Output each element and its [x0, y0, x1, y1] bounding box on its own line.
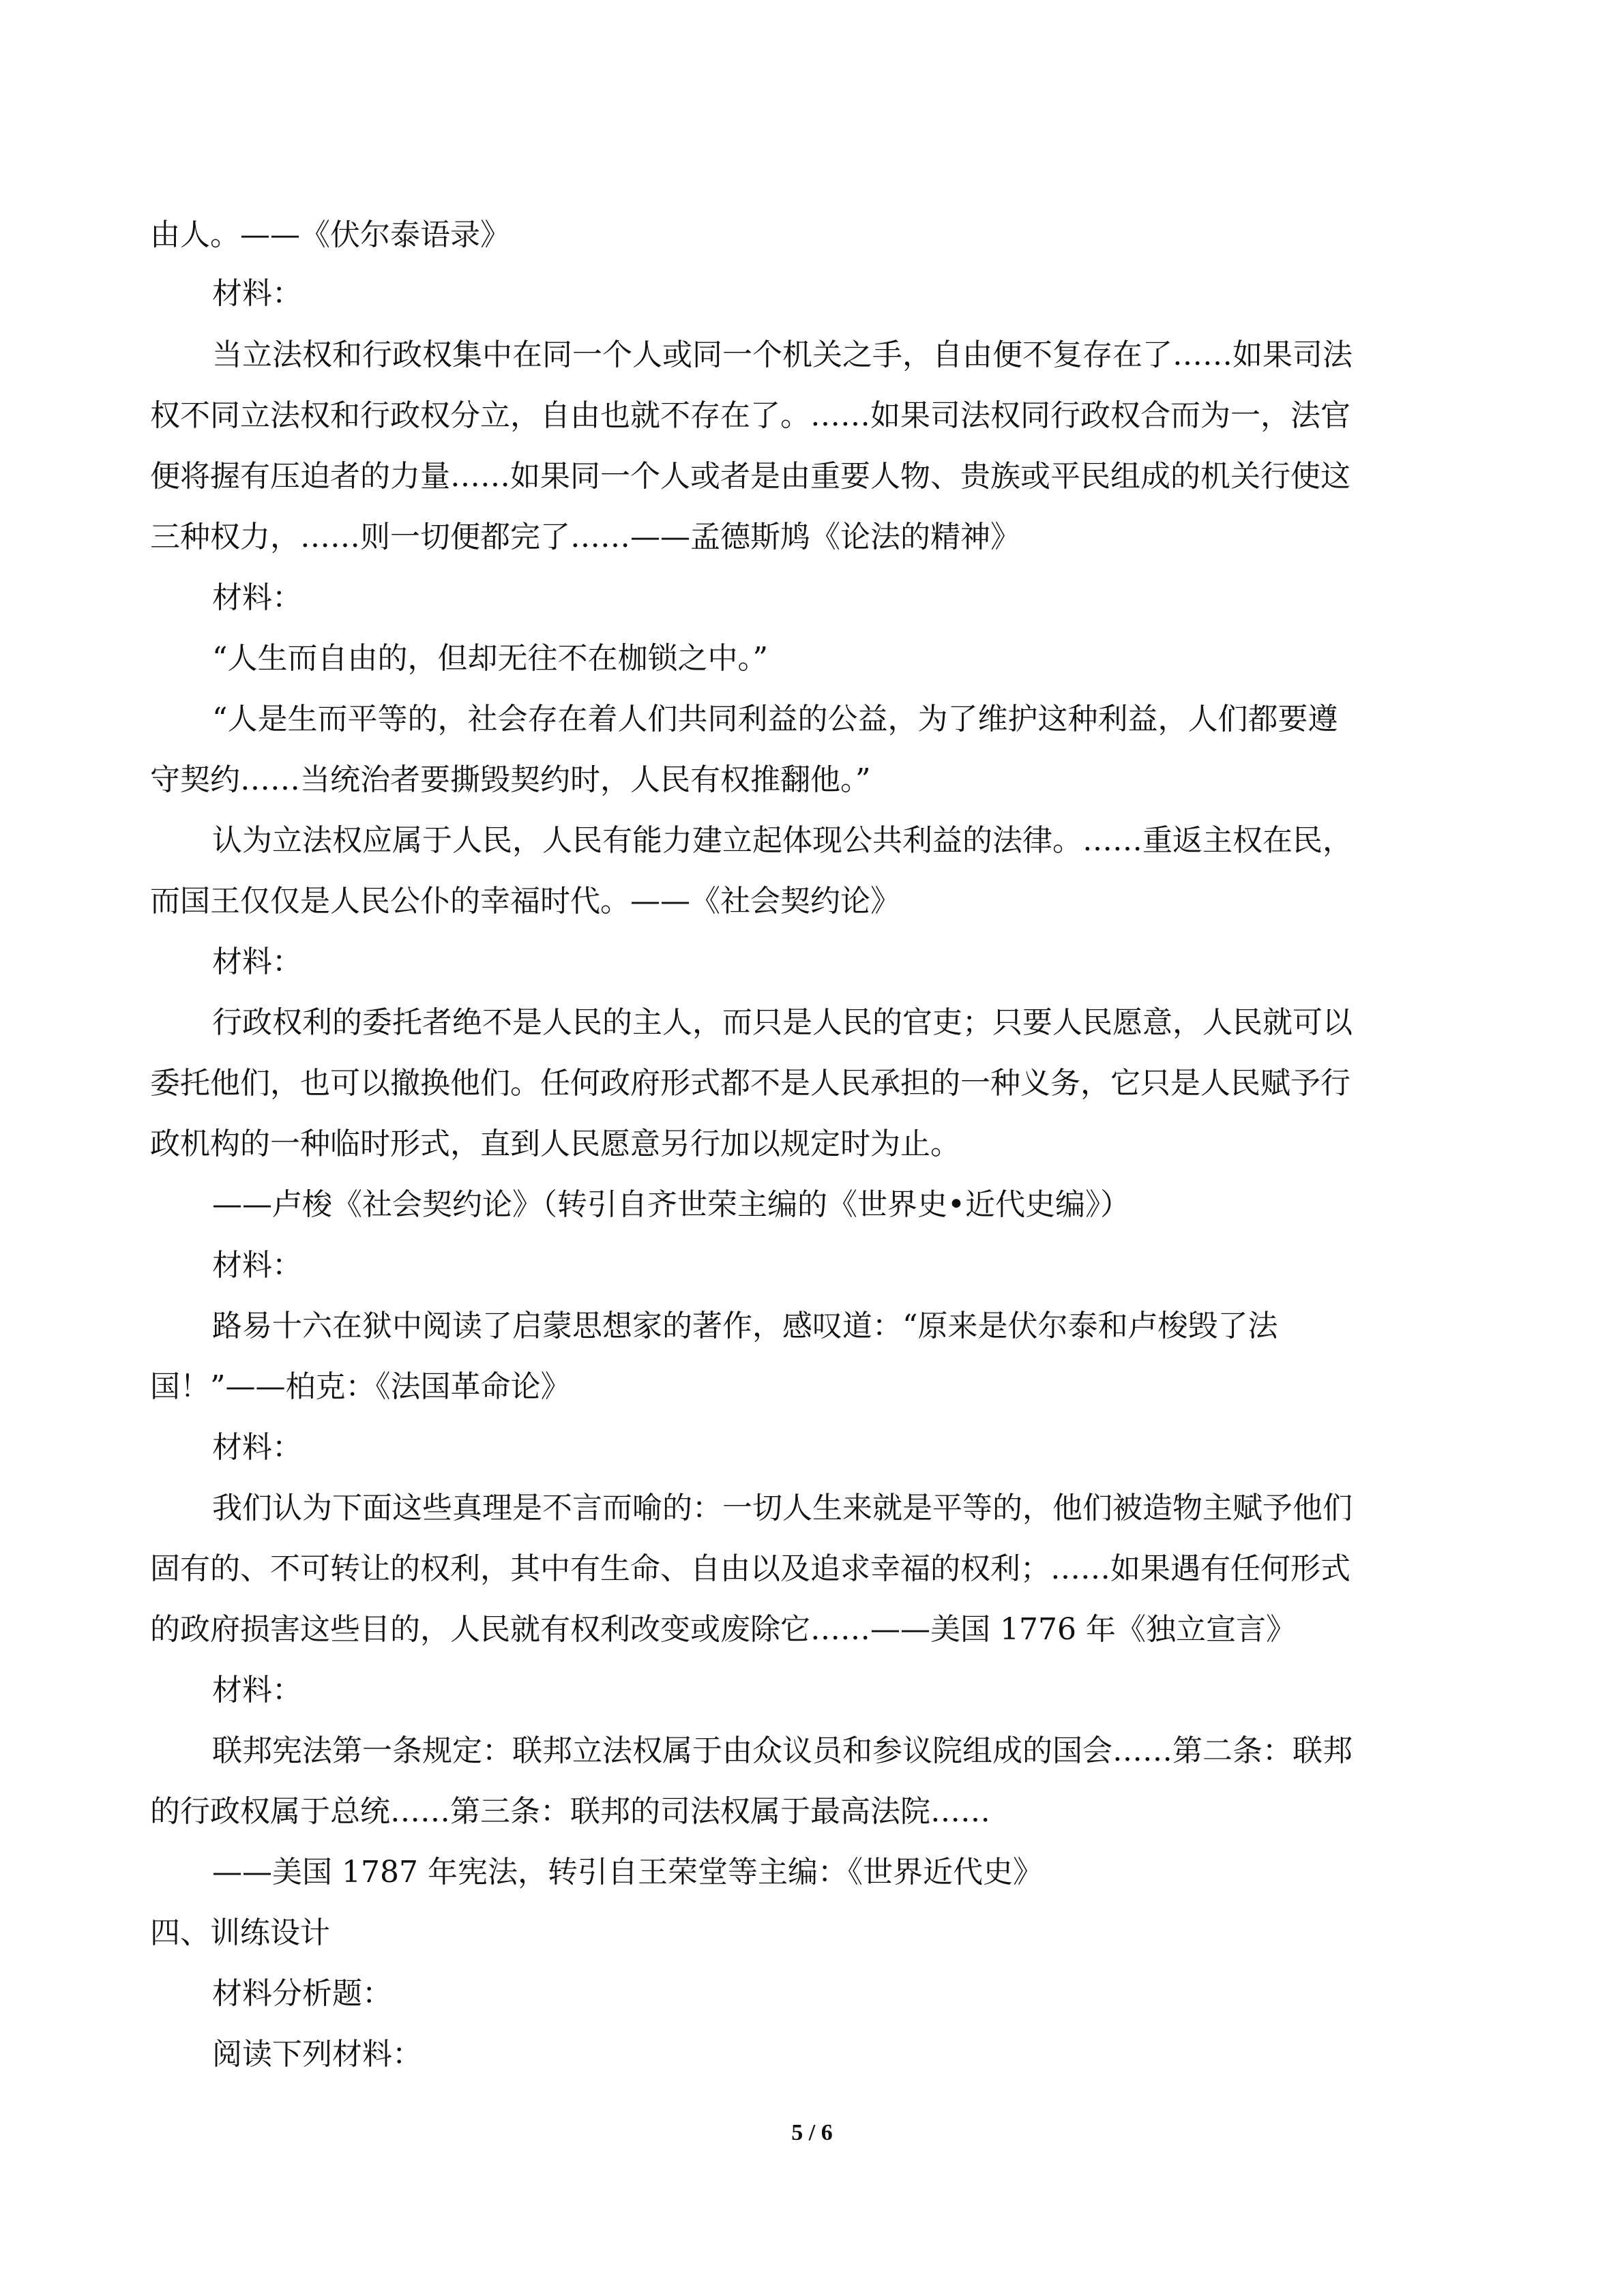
text-line: 路易十六在狱中阅读了启蒙思想家的著作，感叹道：“原来是伏尔泰和卢梭毁了法	[212, 1309, 1278, 1343]
text-line: 阅读下列材料：	[212, 2037, 422, 2072]
text-line: 而国王仅仅是人民公仆的幸福时代。——《社会契约论》	[150, 884, 900, 919]
text-line: 权不同立法权和行政权分立，自由也就不存在了。……如果司法权同行政权合而为一，法官	[150, 398, 1350, 433]
text-line: 材料：	[212, 1430, 302, 1465]
text-line: “人是生而平等的，社会存在着人们共同利益的公益，为了维护这种利益，人们都要遵	[212, 702, 1338, 736]
text-line: 的政府损害这些目的，人民就有权利改变或废除它……——美国 1776 年《独立宣言》	[150, 1612, 1296, 1647]
text-line: 材料：	[212, 276, 302, 311]
text-line: “人生而自由的，但却无往不在枷锁之中。”	[212, 641, 768, 676]
text-line: 三种权力，……则一切便都完了……——孟德斯鸠《论法的精神》	[150, 520, 1020, 554]
text-line: ——美国 1787 年宪法，转引自王荣堂等主编：《世界近代史》	[212, 1855, 1043, 1890]
text-line: 政机构的一种临时形式，直到人民愿意另行加以规定时为止。	[150, 1127, 960, 1161]
section-heading: 四、训练设计	[150, 1915, 330, 1950]
text-line: 由人。——《伏尔泰语录》	[150, 218, 510, 252]
text-line: 行政权利的委托者绝不是人民的主人，而只是人民的官吏；只要人民愿意，人民就可以	[212, 1005, 1353, 1040]
text-line: 固有的、不可转让的权利，其中有生命、自由以及追求幸福的权利；……如果遇有任何形式	[150, 1551, 1350, 1586]
text-line: 我们认为下面这些真理是不言而喻的：一切人生来就是平等的，他们被造物主赋予他们	[212, 1491, 1353, 1525]
text-line: ——卢梭《社会契约论》（转引自齐世荣主编的《世界史•近代史编》）	[212, 1187, 1130, 1222]
text-line: 便将握有压迫者的力量……如果同一个人或者是由重要人物、贵族或平民组成的机关行使这	[150, 459, 1350, 494]
text-line: 材料：	[212, 1248, 302, 1283]
text-line: 的行政权属于总统……第三条：联邦的司法权属于最高法院……	[150, 1794, 990, 1829]
text-line: 材料：	[212, 1673, 302, 1708]
text-line: 联邦宪法第一条规定：联邦立法权属于由众议员和参议院组成的国会……第二条：联邦	[212, 1733, 1353, 1768]
text-line: 材料：	[212, 944, 302, 979]
text-line: 材料分析题：	[212, 1976, 392, 2011]
text-line: 委托他们，也可以撤换他们。任何政府形式都不是人民承担的一种义务，它只是人民赋予行	[150, 1066, 1350, 1101]
page-number: 5 / 6	[791, 2120, 833, 2145]
text-line: 认为立法权应属于人民，人民有能力建立起体现公共利益的法律。……重返主权在民，	[212, 823, 1353, 858]
text-line: 守契约……当统治者要撕毁契约时，人民有权推翻他。”	[150, 762, 871, 797]
text-line: 当立法权和行政权集中在同一个人或同一个机关之手，自由便不复存在了……如果司法	[212, 338, 1353, 372]
text-line: 国！”——柏克：《法国革命论》	[150, 1369, 571, 1404]
text-line: 材料：	[212, 580, 302, 615]
